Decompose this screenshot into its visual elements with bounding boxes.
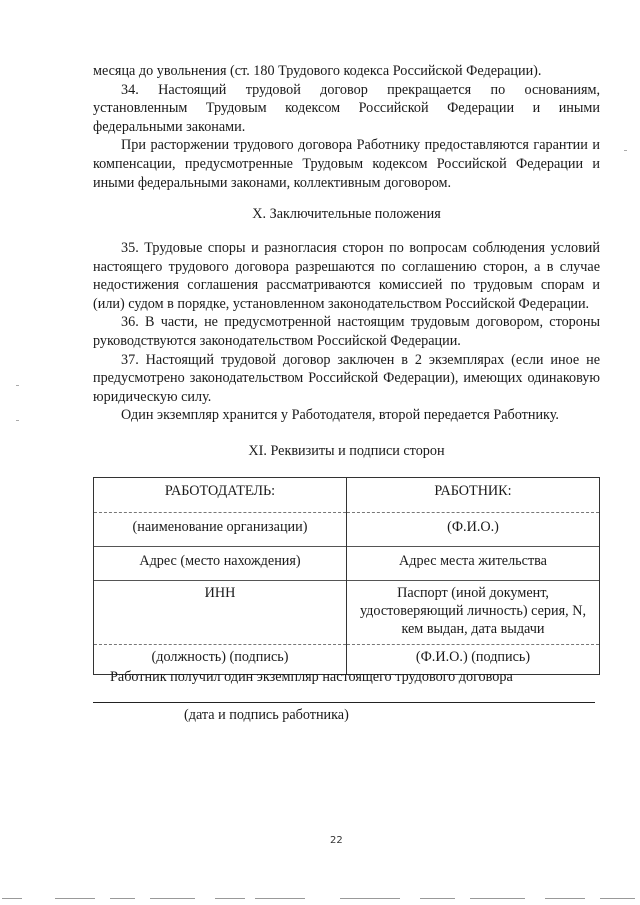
paragraph-36: 36. В части, не предусмотренной настоящим трудовым договором, стороны руководствуются законодательством Российской Федерации.: [93, 314, 600, 349]
requisites-table: [93, 477, 600, 675]
paragraph-35: 35. Трудовые споры и разногласия сторон по вопросам соблюдения условий настоящего трудового договора разрешаются по соглашению сторон, а в случае недостижения соглашения рассматриваются комиссией по трудовым спорам и (или) судом в порядке, установленном законодательством Российской Федерации.: [93, 240, 600, 312]
section-x-title: X. Заключительные положения: [252, 206, 441, 222]
table-row: [94, 478, 600, 513]
paragraph-34: 34. Настоящий трудовой договор прекращается по основаниям, установленным Трудовым кодексом Российской Федерации и иными федеральными законами.: [93, 81, 600, 135]
employee-header: РАБОТНИК:: [347, 478, 600, 513]
section-x-text-block: [93, 239, 600, 425]
employee-passport-field: Паспорт (иной документ, удостоверяющий личность) серия, N, кем выдан, дата выдачи: [347, 581, 600, 645]
employee-address-field: Адрес места жительства: [347, 547, 600, 581]
employee-name-field: (Ф.И.О.): [347, 513, 600, 547]
scan-mark: [16, 420, 19, 421]
top-text-block: [93, 62, 600, 192]
paragraph-continuation: месяца до увольнения (ст. 180 Трудового кодекса Российской Федерации).: [93, 63, 542, 79]
table-row: [94, 513, 600, 547]
section-xi-title: XI. Реквизиты и подписи сторон: [248, 443, 445, 459]
table-row: [94, 547, 600, 581]
employer-signature-field: (должность) (подпись): [94, 645, 347, 675]
receipt-statement: Работник получил один экземпляр настоящего трудового договора: [110, 669, 513, 685]
signature-line: [93, 702, 595, 703]
scan-edge-artifacts: [0, 896, 640, 902]
paragraph-termination-guarantees: При расторжении трудового договора Работнику предоставляются гарантии и компенсации, предусмотренные Трудовым кодексом Российской Федерации и иными федеральными законами, коллективным договором.: [93, 137, 600, 191]
employee-signature-field: (Ф.И.О.) (подпись): [347, 645, 600, 675]
signature-caption: (дата и подпись работника): [184, 707, 349, 723]
employer-org-field: (наименование организации): [94, 513, 347, 547]
scan-mark: [16, 385, 19, 386]
employer-inn-field: ИНН: [94, 581, 347, 645]
scan-mark: [624, 150, 627, 151]
table-row: [94, 581, 600, 645]
employer-header: РАБОТОДАТЕЛЬ:: [94, 478, 347, 513]
page-number: 22: [330, 835, 343, 846]
paragraph-37: 37. Настоящий трудовой договор заключен в 2 экземплярах (если иное не предусмотрено законодательством Российской Федерации), имеющих одинаковую юридическую силу.: [93, 351, 600, 405]
employer-address-field: Адрес (место нахождения): [94, 547, 347, 581]
paragraph-copies: Один экземпляр хранится у Работодателя, второй передается Работнику.: [121, 407, 559, 424]
